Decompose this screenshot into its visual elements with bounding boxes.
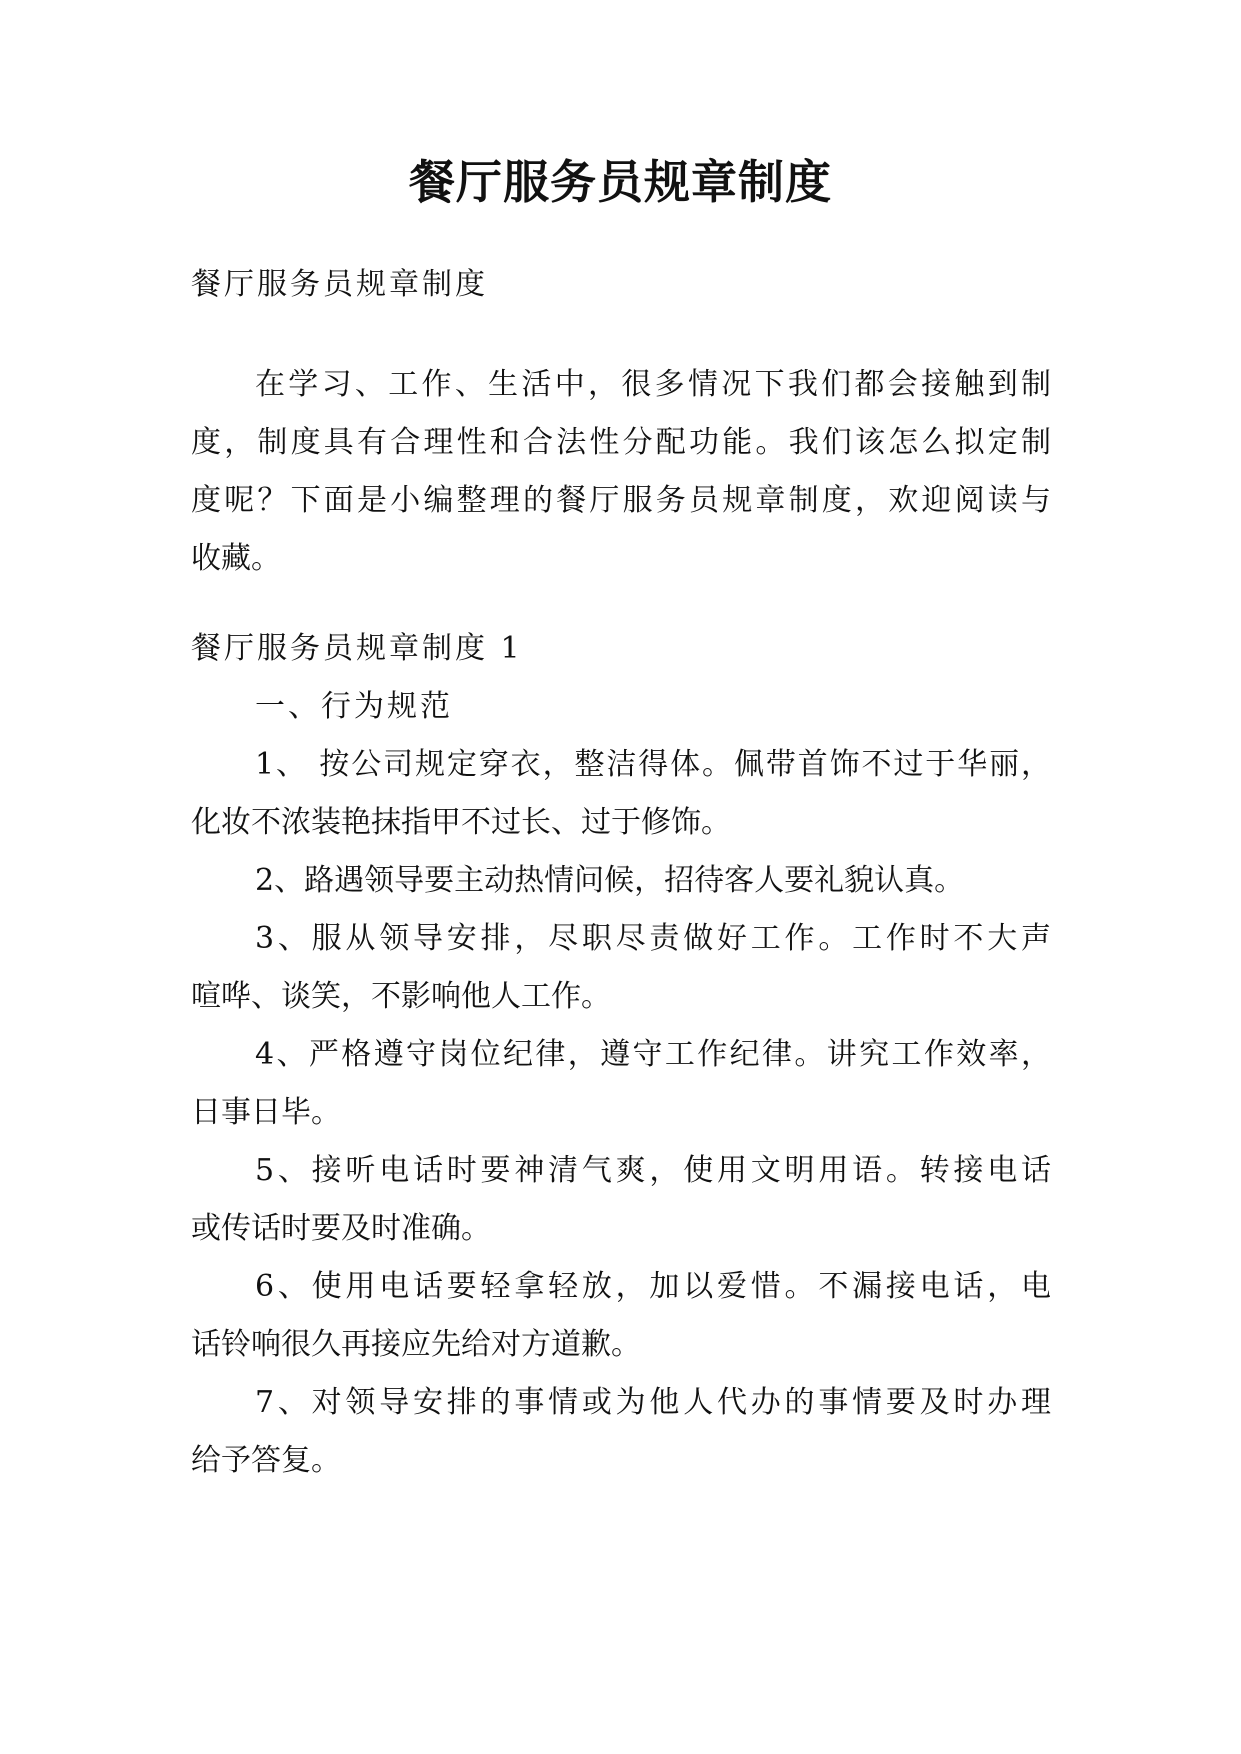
part-heading: 一、行为规范 bbox=[255, 689, 453, 724]
rule-line: 话铃响很久再接应先给对方道歉。 bbox=[191, 1327, 641, 1362]
intro-line: 收藏。 bbox=[191, 541, 281, 576]
rule-line: 2、路遇领导要主动热情问候，招待客人要礼貌认真。 bbox=[255, 863, 965, 898]
rule-line: 6、使用电话要轻拿轻放，加以爱惜。不漏接电话，电 bbox=[255, 1269, 1051, 1304]
intro-line: 度呢？下面是小编整理的餐厅服务员规章制度，欢迎阅读与 bbox=[191, 483, 1051, 518]
rule-line: 化妆不浓装艳抹指甲不过长、过于修饰。 bbox=[191, 805, 731, 840]
document-title: 餐厅服务员规章制度 bbox=[409, 155, 832, 209]
rule-line: 喧哗、谈笑，不影响他人工作。 bbox=[191, 979, 611, 1014]
rule-line: 5、接听电话时要神清气爽，使用文明用语。转接电话 bbox=[255, 1153, 1051, 1188]
section-title: 餐厅服务员规章制度 1 bbox=[191, 631, 523, 666]
rule-line: 日事日毕。 bbox=[191, 1095, 341, 1130]
intro-line: 在学习、工作、生活中，很多情况下我们都会接触到制 bbox=[255, 367, 1051, 402]
rule-line: 给予答复。 bbox=[191, 1443, 341, 1478]
rule-line: 4、严格遵守岗位纪律，遵守工作纪律。讲究工作效率， bbox=[255, 1037, 1051, 1072]
rule-line: 1、 按公司规定穿衣，整洁得体。佩带首饰不过于华丽， bbox=[255, 747, 1051, 782]
rule-line: 7、对领导安排的事情或为他人代办的事情要及时办理 bbox=[255, 1385, 1051, 1420]
rule-line: 或传话时要及时准确。 bbox=[191, 1211, 491, 1246]
document-subtitle: 餐厅服务员规章制度 bbox=[191, 267, 488, 302]
intro-line: 度，制度具有合理性和合法性分配功能。我们该怎么拟定制 bbox=[191, 425, 1051, 460]
rule-line: 3、服从领导安排，尽职尽责做好工作。工作时不大声 bbox=[255, 921, 1051, 956]
